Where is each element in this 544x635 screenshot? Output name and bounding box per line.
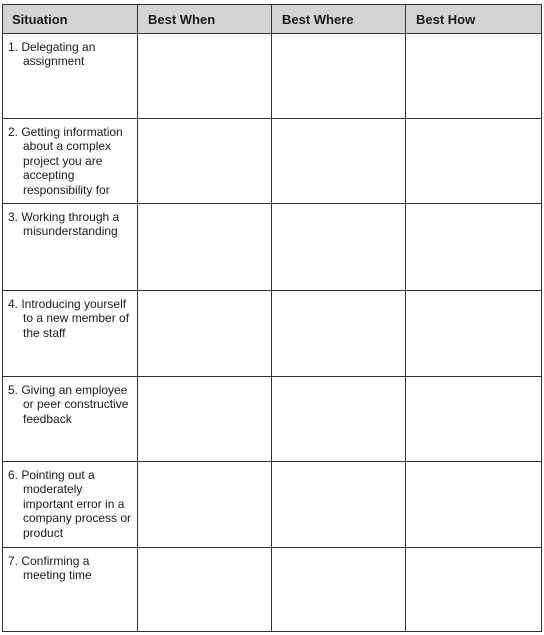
best-how-cell[interactable]: [406, 291, 542, 377]
header-best-where: Best Where: [272, 5, 406, 34]
best-when-cell[interactable]: [138, 291, 272, 377]
situation-text: 5. Giving an employee or peer constructive feedback: [8, 383, 129, 426]
best-when-cell[interactable]: [138, 34, 272, 119]
best-when-cell[interactable]: [138, 204, 272, 291]
situation-cell: [3, 377, 138, 462]
best-how-cell[interactable]: [406, 548, 542, 632]
best-when-cell[interactable]: [138, 119, 272, 204]
situation-worksheet-table: [2, 4, 542, 632]
best-where-cell[interactable]: [272, 548, 406, 632]
situation-text: 2. Getting information about a complex project you are accepting responsibility for: [8, 125, 123, 197]
situation-cell: [3, 462, 138, 548]
situation-cell: [3, 34, 138, 119]
situation-cell: [3, 548, 138, 632]
table-row: [3, 204, 542, 291]
best-how-cell[interactable]: [406, 119, 542, 204]
table-row: [3, 34, 542, 119]
best-when-cell[interactable]: [138, 548, 272, 632]
header-best-how: Best How: [406, 5, 542, 34]
situation-cell: [3, 119, 138, 204]
situation-text: 3. Working through a misunderstanding: [8, 210, 120, 239]
header-best-when: Best When: [138, 5, 272, 34]
best-how-cell[interactable]: [406, 34, 542, 119]
best-where-cell[interactable]: [272, 462, 406, 548]
table-row: [3, 119, 542, 204]
situation-text: 4. Introducing yourself to a new member of the staff: [8, 297, 130, 340]
table-row: [3, 462, 542, 548]
header-situation: Situation: [3, 5, 138, 34]
situation-text: 7. Confirming a meeting time: [8, 554, 92, 583]
situation-cell: [3, 291, 138, 377]
situation-text: 1. Delegating an assignment: [8, 40, 96, 69]
table-row: [3, 548, 542, 632]
header-row: [3, 5, 542, 34]
best-how-cell[interactable]: [406, 204, 542, 291]
table-row: [3, 291, 542, 377]
best-where-cell[interactable]: [272, 119, 406, 204]
best-where-cell[interactable]: [272, 34, 406, 119]
table-row: [3, 377, 542, 462]
best-where-cell[interactable]: [272, 377, 406, 462]
best-where-cell[interactable]: [272, 291, 406, 377]
best-when-cell[interactable]: [138, 462, 272, 548]
best-where-cell[interactable]: [272, 204, 406, 291]
situation-cell: [3, 204, 138, 291]
best-how-cell[interactable]: [406, 377, 542, 462]
best-how-cell[interactable]: [406, 462, 542, 548]
best-when-cell[interactable]: [138, 377, 272, 462]
situation-text: 6. Pointing out a moderately important error in a company process or product: [8, 468, 132, 540]
